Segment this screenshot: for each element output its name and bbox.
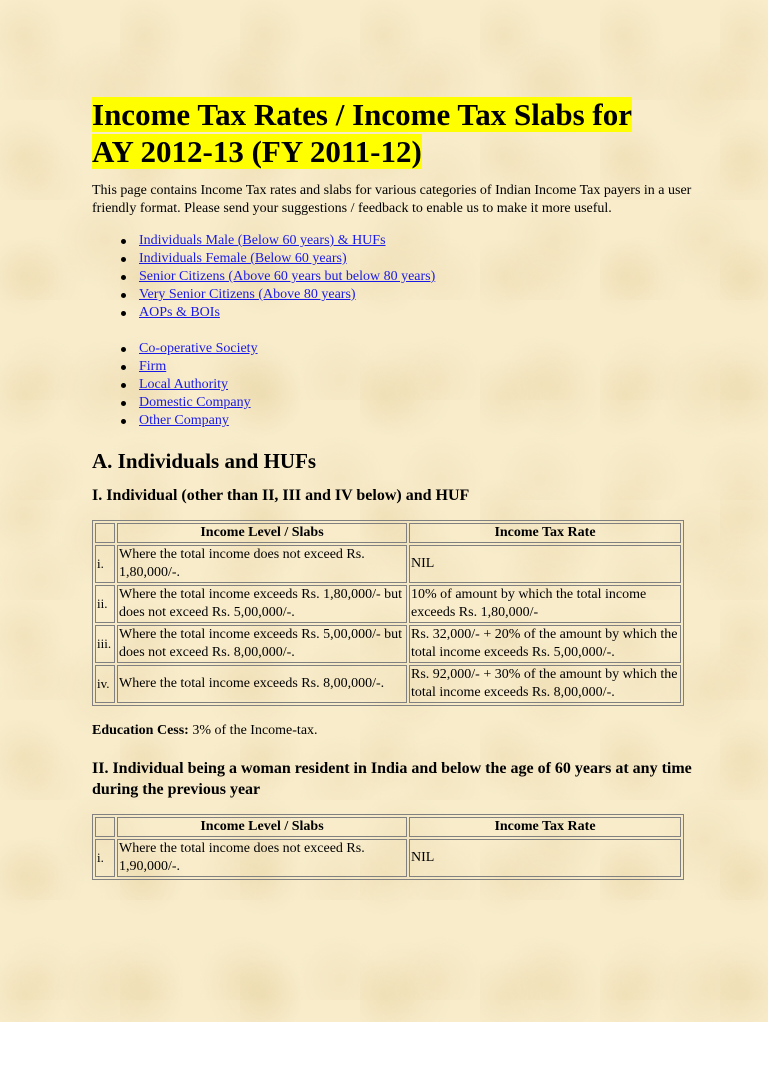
subsection-1-heading: I. Individual (other than II, III and IV below) and HUF	[92, 487, 470, 504]
row-number: iii.	[95, 625, 115, 663]
tax-table-individual	[92, 520, 684, 706]
rate-cell: NIL	[409, 839, 681, 877]
row-number: iv.	[95, 665, 115, 703]
cess-label: Education Cess:	[92, 723, 189, 738]
row-number: ii.	[95, 585, 115, 623]
row-number: i.	[95, 545, 115, 583]
header-slab: Income Level / Slabs	[117, 817, 407, 837]
table-header-row	[95, 817, 681, 837]
subsection-2-heading: II. Individual being a woman resident in India and below the age of 60 years at any time during the previous year	[92, 760, 692, 798]
list-item	[119, 394, 692, 412]
page-content	[92, 96, 692, 880]
rate-cell: 10% of amount by which the total income exceeds Rs. 1,80,000/-	[409, 585, 681, 623]
link-very-senior-citizens[interactable]: Very Senior Citizens (Above 80 years)	[139, 287, 356, 302]
list-item	[119, 412, 692, 430]
slab-cell: Where the total income exceeds Rs. 5,00,000/- but does not exceed Rs. 8,00,000/-.	[117, 625, 407, 663]
title-line-2: AY 2012-13 (FY 2011-12)	[92, 134, 422, 169]
link-other-company[interactable]: Other Company	[139, 413, 229, 428]
header-slab: Income Level / Slabs	[117, 523, 407, 543]
row-number: i.	[95, 839, 115, 877]
table-row	[95, 545, 681, 583]
list-item	[119, 376, 692, 394]
education-cess	[92, 722, 692, 740]
header-num-cell	[95, 523, 115, 543]
page-title	[92, 96, 692, 170]
table-row	[95, 625, 681, 663]
slab-cell: Where the total income exceeds Rs. 8,00,000/-.	[117, 665, 407, 703]
category-links-individuals	[119, 232, 692, 322]
slab-cell: Where the total income does not exceed Rs. 1,90,000/-.	[117, 839, 407, 877]
slab-cell: Where the total income exceeds Rs. 1,80,000/- but does not exceed Rs. 5,00,000/-.	[117, 585, 407, 623]
table-row	[95, 585, 681, 623]
title-line-1: Income Tax Rates / Income Tax Slabs for	[92, 97, 632, 132]
header-num-cell	[95, 817, 115, 837]
table-row	[95, 839, 681, 877]
rate-cell: Rs. 92,000/- + 30% of the amount by which the total income exceeds Rs. 8,00,000/-.	[409, 665, 681, 703]
list-item	[119, 232, 692, 250]
header-rate: Income Tax Rate	[409, 817, 681, 837]
category-links-entities	[119, 340, 692, 430]
list-item	[119, 250, 692, 268]
link-local-authority[interactable]: Local Authority	[139, 377, 229, 392]
list-item	[119, 268, 692, 286]
list-item	[119, 304, 692, 322]
intro-paragraph: This page contains Income Tax rates and slabs for various categories of Indian Income Tax payers in a user friendly format. Please send your suggestions / feedback to enable us to make it more useful.	[92, 183, 692, 216]
rate-cell: NIL	[409, 545, 681, 583]
link-cooperative-society[interactable]: Co-operative Society	[139, 341, 258, 356]
link-senior-citizens[interactable]: Senior Citizens (Above 60 years but below 80 years)	[139, 269, 436, 284]
section-a-heading: A. Individuals and HUFs	[92, 449, 317, 473]
header-rate: Income Tax Rate	[409, 523, 681, 543]
link-aops-bois[interactable]: AOPs & BOIs	[139, 305, 220, 320]
link-domestic-company[interactable]: Domestic Company	[139, 395, 251, 410]
list-item	[119, 340, 692, 358]
rate-cell: Rs. 32,000/- + 20% of the amount by which the total income exceeds Rs. 5,00,000/-.	[409, 625, 681, 663]
table-row	[95, 665, 681, 703]
cess-text: 3% of the Income-tax.	[188, 723, 318, 738]
link-individuals-female[interactable]: Individuals Female (Below 60 years)	[139, 251, 347, 266]
list-item	[119, 358, 692, 376]
link-firm[interactable]: Firm	[139, 359, 167, 374]
list-item	[119, 286, 692, 304]
slab-cell: Where the total income does not exceed Rs. 1,80,000/-.	[117, 545, 407, 583]
link-individuals-male[interactable]: Individuals Male (Below 60 years) & HUFs	[139, 233, 386, 248]
tax-table-woman	[92, 814, 684, 880]
table-header-row	[95, 523, 681, 543]
